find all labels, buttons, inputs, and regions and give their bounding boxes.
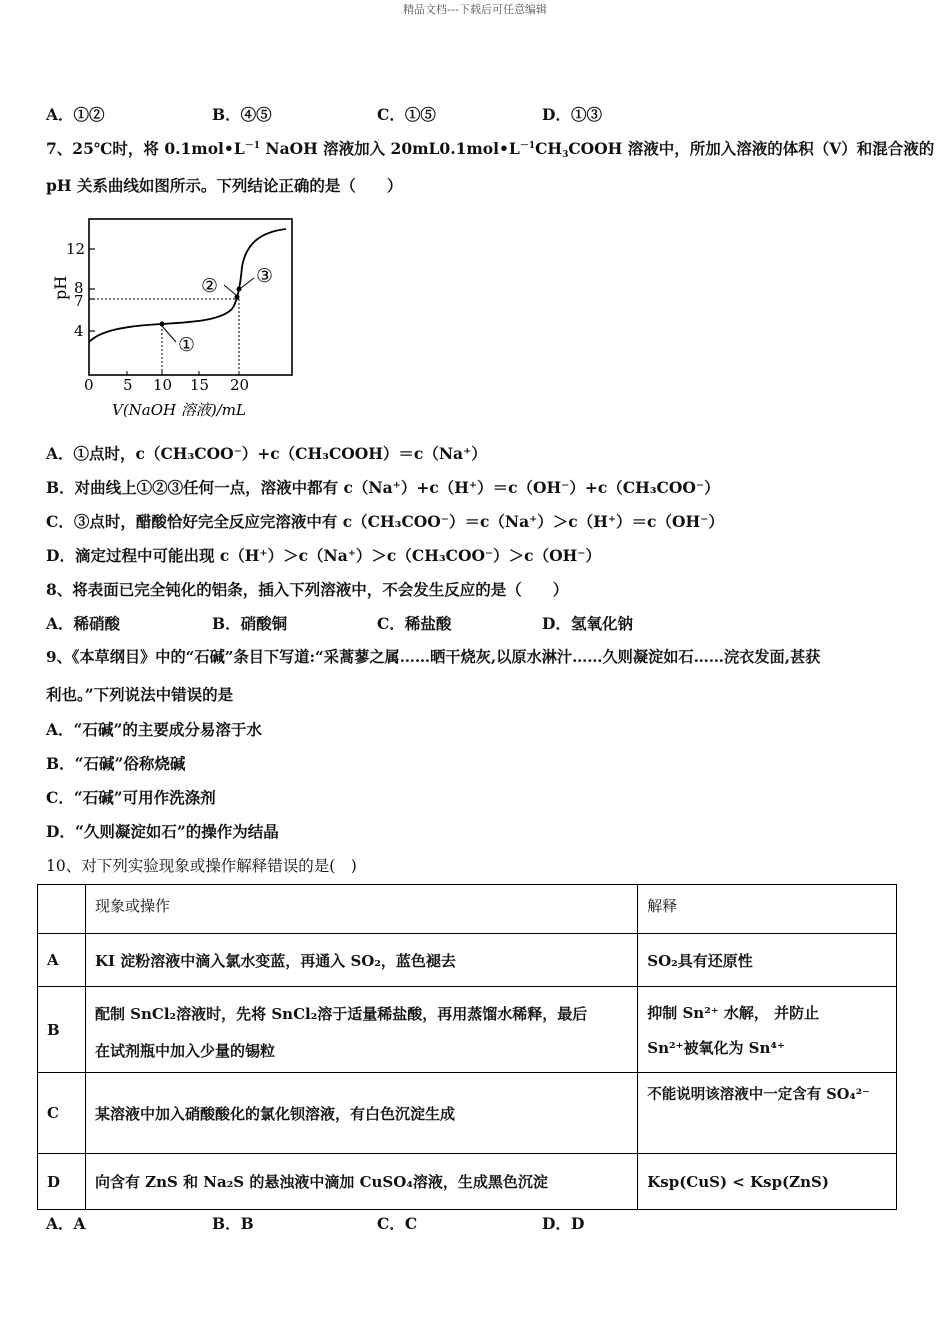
row-label: D xyxy=(38,1154,86,1210)
q8-option-b[interactable]: B．硝酸铜 xyxy=(212,614,288,633)
q9-option-d[interactable]: D．“久则凝淀如石”的操作为结晶 xyxy=(46,822,279,841)
table-row xyxy=(38,987,897,1073)
y-tick-8: 8 xyxy=(74,279,84,297)
row-phenomenon: 某溶液中加入硝酸酸化的氯化钡溶液，有白色沉淀生成 xyxy=(85,1073,637,1154)
point-3-marker xyxy=(237,287,242,292)
q9-option-b[interactable]: B．“石碱”俗称烧碱 xyxy=(46,754,186,773)
row-phenomenon: 向含有 ZnS 和 Na₂S 的悬浊液中滴加 CuSO₄溶液，生成黑色沉淀 xyxy=(85,1154,637,1210)
x-axis-label: V(NaOH 溶液)/mL xyxy=(112,401,246,419)
q7-option-b[interactable]: B．对曲线上①②③任何一点，溶液中都有 c（Na⁺）+c（H⁺）＝c（OH⁻）+c（CH₃COO⁻） xyxy=(46,478,720,497)
x-tick-10: 10 xyxy=(153,376,173,394)
x-tick-5: 5 xyxy=(123,376,133,394)
row-phenomenon: KI 淀粉溶液中滴入氯水变蓝，再通入 SO₂，蓝色褪去 xyxy=(85,934,637,987)
q10-stem: 10、对下列实验现象或操作解释错误的是( ) xyxy=(46,857,357,875)
q9-stem-line1: 9、《本草纲目》中的“石碱”条目下写道:“采蒿蓼之属……晒干烧灰,以原水淋汁……久则凝淀如石……浣衣发面,甚获 xyxy=(46,648,821,666)
point-1-label: ① xyxy=(178,334,196,356)
q9-option-c[interactable]: C．“石碱”可用作洗涤剂 xyxy=(46,788,216,807)
row-explanation: SO₂具有还原性 xyxy=(638,934,897,987)
ph-titration-graph xyxy=(46,205,306,430)
x-tick-20: 20 xyxy=(230,376,250,394)
table-row xyxy=(38,1154,897,1210)
header-cell-explanation: 解释 xyxy=(638,885,897,934)
row-explanation: Ksp(CuS) < Ksp(ZnS) xyxy=(638,1154,897,1210)
header-cell-blank xyxy=(38,885,86,934)
q10-option-a[interactable]: A．A xyxy=(46,1214,86,1233)
table-header-row xyxy=(38,885,897,934)
x-tick-15: 15 xyxy=(190,376,210,394)
point-1-marker xyxy=(160,322,165,327)
q10-table xyxy=(37,884,897,1210)
y-tick-4: 4 xyxy=(74,322,84,340)
q9-stem-line2: 利也。”下列说法中错误的是 xyxy=(46,685,234,704)
q7-stem-line1: 7、25℃时，将 $0.1mol•L^{-1}$ NaOH 溶液加入 $20mL0.1mol•L^{-1}CH_3COOH$ 溶液中，所加入溶液的体积（V）和混合液的 xyxy=(46,139,935,160)
q8-option-c[interactable]: C．稀盐酸 xyxy=(377,614,452,633)
q8-option-d[interactable]: D．氢氧化钠 xyxy=(542,614,633,633)
y-tick-7: 7 xyxy=(74,292,84,310)
row-label: B xyxy=(38,987,86,1073)
table-row xyxy=(38,1073,897,1154)
header-cell-phenomenon: 现象或操作 xyxy=(85,885,637,934)
point-2-marker xyxy=(235,295,240,300)
y-tick-12: 12 xyxy=(66,240,86,258)
point-3-label: ③ xyxy=(256,265,274,287)
q10-option-b[interactable]: B．B xyxy=(212,1214,254,1233)
q9-option-a[interactable]: A．“石碱”的主要成分易溶于水 xyxy=(46,720,262,739)
x-tick-0: 0 xyxy=(84,376,94,394)
row-label: C xyxy=(38,1073,86,1154)
q7-option-a[interactable]: A．①点时，c（CH₃COO⁻）+c（CH₃COOH）＝c（Na⁺） xyxy=(46,444,487,463)
y-axis-label: pH xyxy=(51,275,70,300)
q8-option-a[interactable]: A．稀硝酸 xyxy=(46,614,121,633)
q6-option-a[interactable]: A．①② xyxy=(46,105,105,124)
q6-option-c[interactable]: C．①⑤ xyxy=(377,105,436,124)
row-explanation: 不能说明该溶液中一定含有 SO₄²⁻ xyxy=(638,1073,897,1154)
point-2-label: ② xyxy=(201,275,219,297)
q7-option-c[interactable]: C．③点时，醋酸恰好完全反应完溶液中有 c（CH₃COO⁻）＝c（Na⁺）＞c（H⁺）＝c（OH⁻） xyxy=(46,512,724,531)
q7-option-d[interactable]: D．滴定过程中可能出现 c（H⁺）＞c（Na⁺）＞c（CH₃COO⁻）＞c（OH⁻） xyxy=(46,546,601,565)
row-explanation: 抑制 Sn²⁺ 水解， 并防止 Sn²⁺被氧化为 Sn⁴⁺ xyxy=(638,987,897,1073)
q10-option-d[interactable]: D．D xyxy=(542,1214,585,1233)
row-label: A xyxy=(38,934,86,987)
page-header: 精品文档---下载后可任意编辑 xyxy=(403,3,547,16)
q6-option-d[interactable]: D．①③ xyxy=(542,105,602,124)
q10-option-c[interactable]: C．C xyxy=(377,1214,418,1233)
row-phenomenon: 配制 SnCl₂溶液时，先将 SnCl₂溶于适量稀盐酸，再用蒸馏水稀释，最后 在试剂瓶中加入少量的锡粒 xyxy=(85,987,637,1073)
q7-stem-line2: pH 关系曲线如图所示。下列结论正确的是（ ） xyxy=(46,176,403,195)
table-row xyxy=(38,934,897,987)
q8-stem: 8、将表面已完全钝化的铝条，插入下列溶液中，不会发生反应的是（ ） xyxy=(46,580,569,599)
q6-option-b[interactable]: B．④⑤ xyxy=(212,105,272,124)
